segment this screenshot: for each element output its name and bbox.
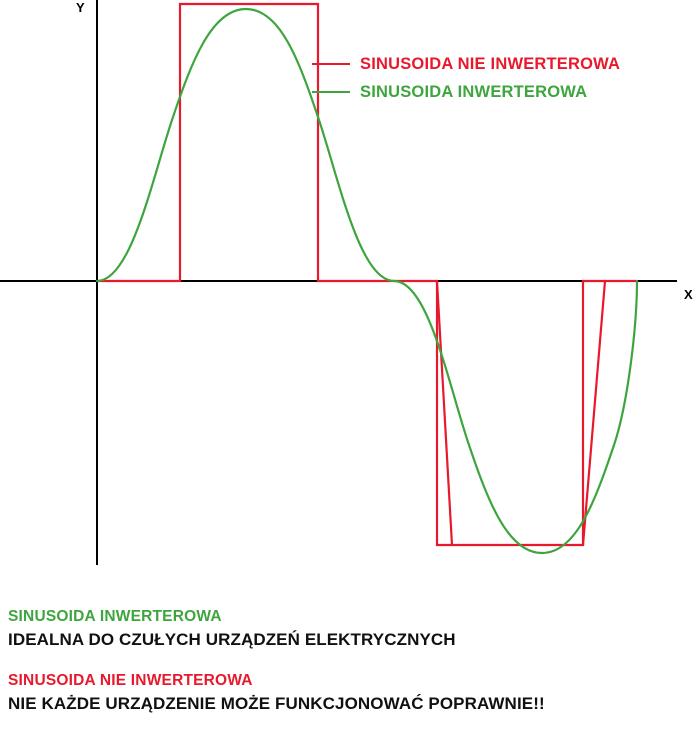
x-axis-label: X — [684, 287, 693, 302]
legend-item-not-inverter — [312, 52, 672, 76]
captions-section — [8, 608, 692, 736]
legend-label-inverter: SINUSOIDA INWERTEROWA — [360, 82, 588, 101]
caption-inverter — [8, 608, 692, 650]
series-not-inverter-slope-right — [583, 281, 605, 545]
legend-swatch-red-icon — [312, 63, 350, 65]
caption-inverter-subtitle: IDEALNA DO CZUŁYCH URZĄDZEŃ ELEKTRYCZNYCH — [8, 630, 456, 649]
legend-item-inverter — [312, 80, 672, 104]
caption-inverter-title: SINUSOIDA INWERTEROWA — [8, 608, 222, 625]
legend-swatch-green-icon — [312, 91, 350, 93]
y-axis-label: Y — [76, 0, 85, 15]
caption-not-inverter — [8, 672, 692, 714]
legend-label-not-inverter: SINUSOIDA NIE INWERTEROWA — [360, 54, 621, 73]
chart-legend — [312, 52, 672, 108]
caption-not-inverter-title: SINUSOIDA NIE INWERTEROWA — [8, 672, 253, 689]
series-not-inverter-slope-left — [437, 281, 452, 545]
caption-not-inverter-subtitle: NIE KAŻDE URZĄDZENIE MOŻE FUNKCJONOWAĆ POPRAWNIE!! — [8, 694, 545, 713]
